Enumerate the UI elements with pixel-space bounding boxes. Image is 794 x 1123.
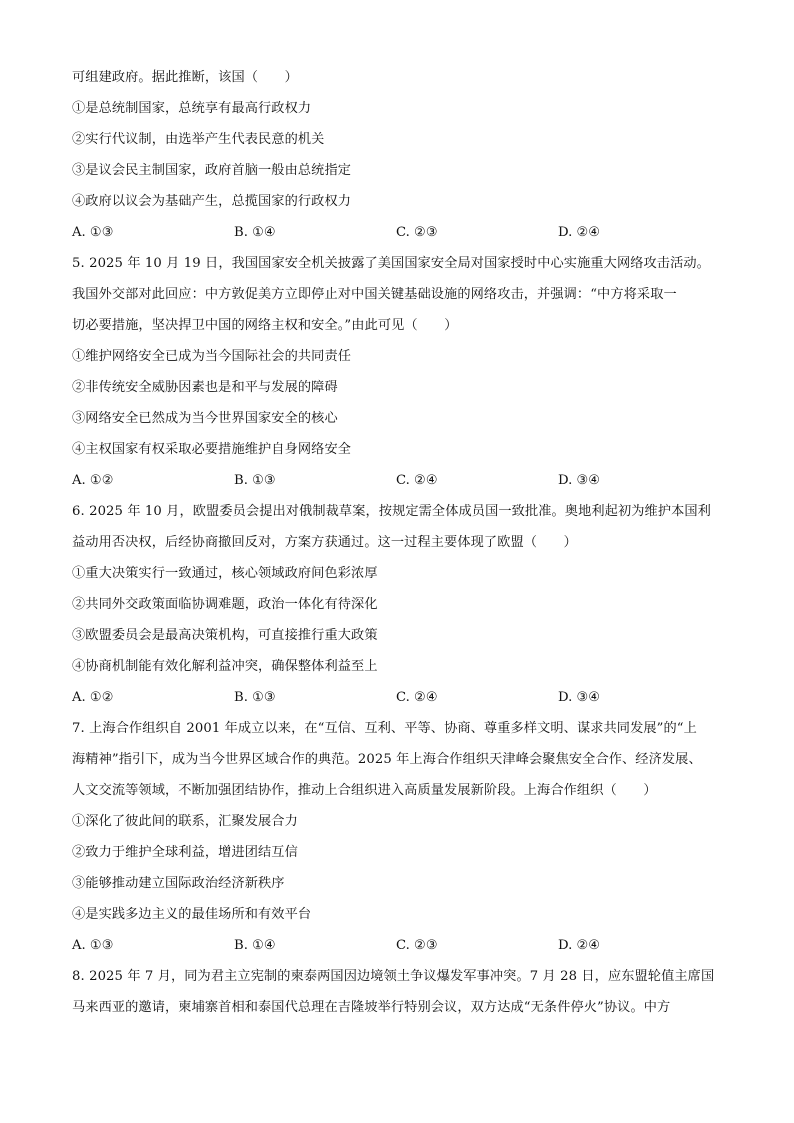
question-statement: ④主权国家有权采取必要措施维护自身网络安全 [72,442,352,457]
question-options [72,682,732,713]
question-statement: ②致力于维护全球利益，增进团结互信 [72,845,298,860]
question-statement: ①维护网络安全已成为当今国际社会的共同责任 [72,349,352,364]
option-a: A. ①② [72,473,114,488]
option-c: C. ②④ [396,690,438,705]
question-statement: ①重大决策实行一致通过，核心领域政府间色彩浓厚 [72,566,378,581]
question-stem-line: 海精神”指引下，成为当今世界区域合作的典范。2025 年上海合作组织天津峰会聚焦安全合作、经济发展、 [72,752,702,767]
option-d: D. ②④ [558,938,601,953]
option-d: D. ③④ [558,690,601,705]
question-stem-line: 7. 上海合作组织自 2001 年成立以来，在“互信、互利、平等、协商、尊重多样文明、谋求共同发展”的“上 [72,721,697,736]
option-b: B. ①③ [234,473,276,488]
question-options [72,930,732,961]
question-stem-line: 切必要措施，坚决捍卫中国的网络主权和安全。”由此可见（ ） [72,318,458,333]
question-4-options [72,217,732,248]
question-6 [72,496,732,713]
question-options [72,465,732,496]
option-b: B. ①③ [234,690,276,705]
question-statement: ③能够推动建立国际政治经济新秩序 [72,876,285,891]
question-statement: ①深化了彼此间的联系，汇聚发展合力 [72,814,298,829]
question-stem-line: 8. 2025 年 7 月，同为君主立宪制的柬泰两国因边境领土争议爆发军事冲突。7 月 28 日，应东盟轮值主席国 [72,969,715,984]
question-statement: ④是实践多边主义的最佳场所和有效平台 [72,907,312,922]
question-4-statement-1: ①是总统制国家，总统享有最高行政权力 [72,101,312,116]
question-statement: ③欧盟委员会是最高决策机构，可直接推行重大政策 [72,628,378,643]
question-stem-line: 益动用否决权，后经协商撤回反对，方案方获通过。这一过程主要体现了欧盟（ ） [72,535,577,550]
question-stem-line: 5. 2025 年 10 月 19 日，我国国家安全机关披露了美国国家安全局对国家授时中心实施重大网络攻击活动。 [72,256,710,271]
option-d: D. ③④ [558,473,601,488]
question-stem-line: 我国外交部对此回应：中方敦促美方立即停止对中国关键基础设施的网络攻击，并强调：“中方将采取一 [72,287,677,302]
option-d: D. ②④ [558,225,601,240]
question-statement: ②共同外交政策面临协调难题，政治一体化有待深化 [72,597,378,612]
option-c: C. ②③ [396,225,438,240]
question-5 [72,248,732,496]
question-stem-line: 人文交流等领域，不断加强团结协作，推动上合组织进入高质量发展新阶段。上海合作组织（ ） [72,783,657,798]
question-7 [72,713,732,961]
question-4-stem-end: 可组建政府。据此推断，该国（ ） [72,70,298,85]
question-statement: ③网络安全已然成为当今世界国家安全的核心 [72,411,338,426]
option-a: A. ①③ [72,938,114,953]
option-a: A. ①② [72,690,114,705]
option-b: B. ①④ [234,225,276,240]
question-8 [72,961,732,1023]
question-stem-line: 6. 2025 年 10 月，欧盟委员会提出对俄制裁草案，按规定需全体成员国一致批准。奥地利起初为维护本国利 [72,504,711,519]
exam-page [72,62,732,1023]
option-b: B. ①④ [234,938,276,953]
question-statement: ④协商机制能有效化解利益冲突，确保整体利益至上 [72,659,378,674]
question-4-statement-3: ③是议会民主制国家，政府首脑一般由总统指定 [72,163,352,178]
question-4-statement-2: ②实行代议制，由选举产生代表民意的机关 [72,132,325,147]
question-statement: ②非传统安全威胁因素也是和平与发展的障碍 [72,380,338,395]
question-4-continuation [72,62,732,248]
option-a: A. ①③ [72,225,114,240]
question-stem-line: 马来西亚的邀请，柬埔寨首相和泰国代总理在吉隆坡举行特别会议，双方达成“无条件停火”协议。中方 [72,1000,671,1015]
option-c: C. ②④ [396,473,438,488]
question-4-statement-4: ④政府以议会为基础产生，总揽国家的行政权力 [72,194,352,209]
option-c: C. ②③ [396,938,438,953]
